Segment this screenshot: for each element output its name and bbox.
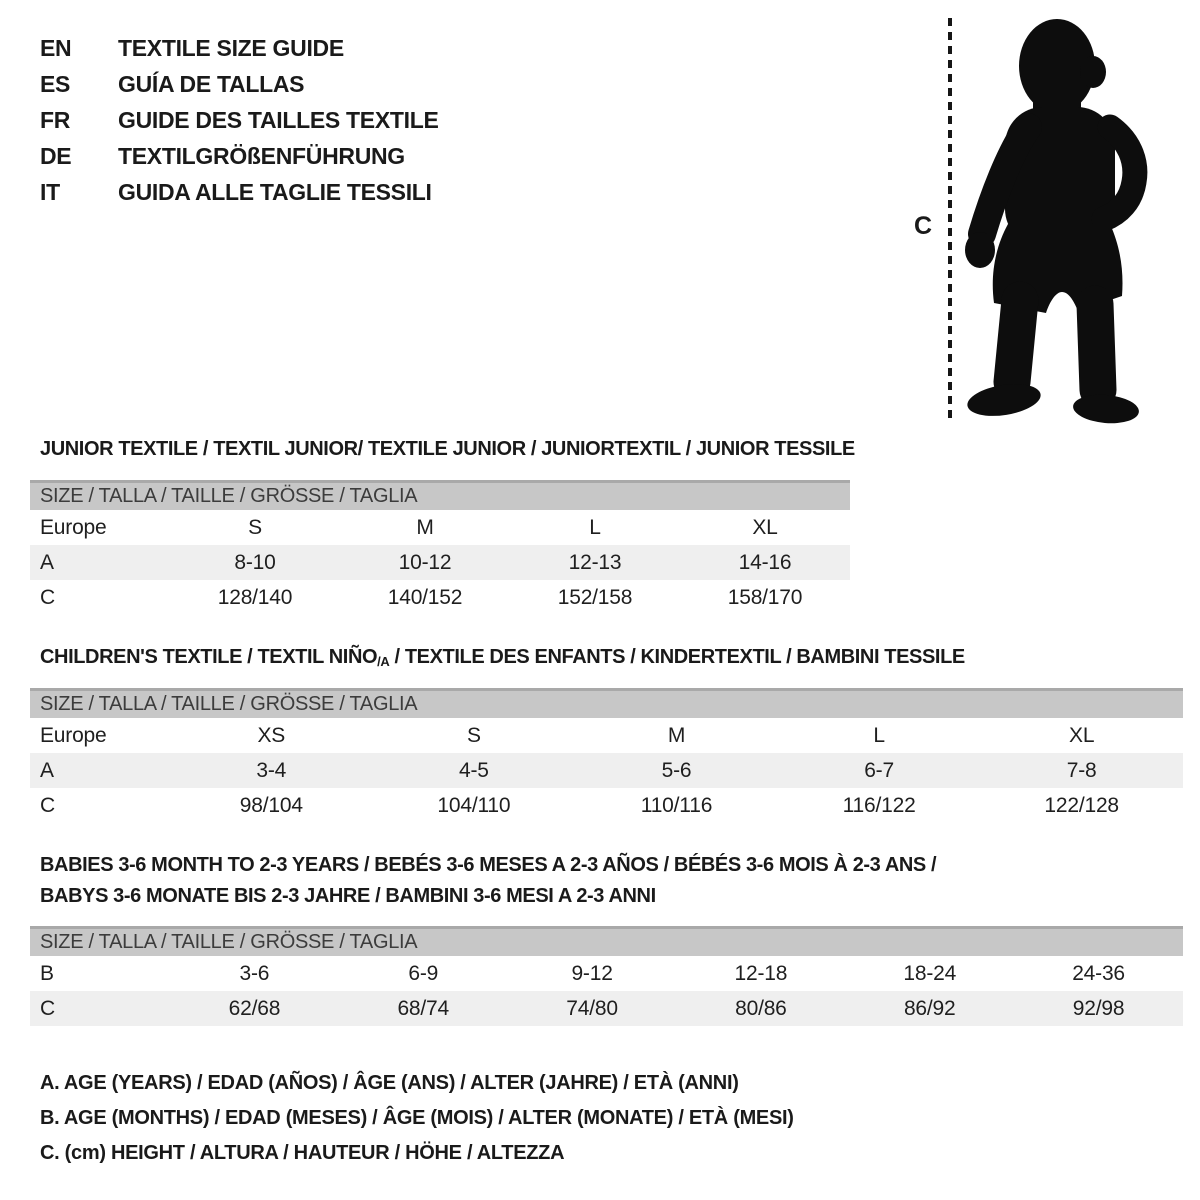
size-bar: SIZE / TALLA / TAILLE / GRÖSSE / TAGLIA: [30, 480, 850, 510]
size-cell: XL: [752, 515, 778, 539]
legend-line: A. AGE (YEARS) / EDAD (AÑOS) / ÂGE (ANS) / ALTER (JAHRE) / ETÀ (ANNI): [40, 1072, 739, 1094]
size-cell: 6-9: [408, 961, 439, 985]
size-cell: S: [466, 723, 481, 747]
size-cell: 74/80: [566, 996, 618, 1020]
size-cell: 98/104: [239, 793, 303, 817]
height-dashed-line: [948, 18, 952, 420]
table-row-a: [30, 753, 1183, 788]
size-cell: 62/68: [228, 996, 281, 1020]
height-measure-label: C: [914, 212, 933, 240]
size-cell: 80/86: [735, 996, 787, 1020]
size-cell: 86/92: [903, 996, 956, 1020]
section-title-text: BABIES 3-6 MONTH TO 2-3 YEARS / BEBÉS 3-6 MESES A 2-3 AÑOS / BÉBÉS 3-6 MOIS À 2-3 ANS / BABYS 3-6 MONATE BIS 2-3 JAHRE / BAMBINI 3-6 MESI A 2-3 ANNI: [40, 854, 937, 907]
size-cell: 8-10: [234, 550, 276, 574]
language-code: ES: [40, 70, 71, 97]
table-row-c: [30, 580, 850, 615]
size-cell: S: [248, 515, 262, 539]
size-cell: 6-7: [864, 758, 894, 782]
table-row-c: [30, 788, 1183, 823]
row-label: C: [40, 585, 55, 609]
size-cell: 12-18: [734, 961, 788, 985]
size-cell: 122/128: [1044, 793, 1119, 817]
toddler-silhouette-icon: [960, 12, 1150, 427]
table-row-europe: [30, 718, 1183, 753]
table-row-c: [30, 991, 1183, 1026]
section-title-children: [40, 645, 1160, 671]
size-cell: 104/110: [437, 793, 511, 817]
section-title-text: / TEXTILE DES ENFANTS / KINDERTEXTIL / BAMBINI TESSILE: [389, 646, 965, 668]
language-row-it: [40, 174, 439, 210]
table-row-europe: [30, 510, 850, 545]
size-cell: 116/122: [842, 793, 916, 817]
size-table-children: [30, 688, 1183, 823]
size-cell: 158/170: [727, 585, 803, 609]
language-row-de: [40, 138, 439, 174]
section-title-babies: [40, 850, 990, 912]
row-label: A: [40, 550, 54, 574]
language-code: DE: [40, 142, 72, 169]
size-cell: 24-36: [1072, 961, 1125, 985]
legend-line: B. AGE (MONTHS) / EDAD (MESES) / ÂGE (MOIS) / ALTER (MONATE) / ETÀ (MESI): [40, 1107, 794, 1129]
language-row-en: [40, 30, 439, 66]
size-cell: M: [416, 515, 434, 539]
language-label: GUIDA ALLE TAGLIE TESSILI: [118, 178, 432, 205]
size-cell: M: [667, 723, 686, 747]
language-label: GUÍA DE TALLAS: [118, 70, 305, 97]
measurement-legend: [40, 1066, 794, 1171]
row-label: A: [40, 758, 54, 782]
size-cell: 10-12: [398, 550, 452, 574]
size-cell: 92/98: [1072, 996, 1125, 1020]
size-cell: 12-13: [568, 550, 622, 574]
size-cell: 140/152: [387, 585, 463, 609]
size-table-junior: [30, 480, 850, 615]
size-cell: 9-12: [571, 961, 613, 985]
language-label: TEXTILGRÖßENFÜHRUNG: [118, 142, 405, 169]
size-cell: 3-6: [239, 961, 270, 985]
size-cell: 7-8: [1066, 758, 1097, 782]
size-cell: XL: [1069, 723, 1095, 747]
legend-line: C. (cm) HEIGHT / ALTURA / HAUTEUR / HÖHE / ALTEZZA: [40, 1142, 565, 1164]
language-row-es: [40, 66, 439, 102]
language-code: EN: [40, 34, 72, 61]
size-cell: 110/116: [640, 793, 713, 817]
size-cell: XS: [257, 723, 286, 747]
row-label: Europe: [40, 723, 107, 747]
size-cell: 5-6: [661, 758, 692, 782]
language-code: FR: [40, 106, 71, 133]
section-title-text: CHILDREN'S TEXTILE / TEXTIL NIÑO: [40, 646, 378, 668]
language-row-fr: [40, 102, 439, 138]
size-cell: 18-24: [903, 961, 957, 985]
size-cell: 152/158: [557, 585, 633, 609]
size-cell: L: [589, 515, 601, 539]
size-table-babies: [30, 926, 1183, 1026]
row-label: B: [40, 961, 54, 985]
language-code: IT: [40, 178, 60, 205]
section-title-text: JUNIOR TEXTILE / TEXTIL JUNIOR/ TEXTILE JUNIOR / JUNIORTEXTIL / JUNIOR TESSILE: [40, 438, 855, 460]
size-cell: 3-4: [256, 758, 287, 782]
language-title-list: [40, 30, 439, 210]
table-row-b: [30, 956, 1183, 991]
row-label: C: [40, 996, 55, 1020]
size-cell: 14-16: [738, 550, 792, 574]
table-row-a: [30, 545, 850, 580]
size-cell: 4-5: [459, 758, 489, 782]
size-cell: L: [873, 723, 885, 747]
language-label: TEXTILE SIZE GUIDE: [118, 34, 344, 61]
size-cell: 128/140: [217, 585, 293, 609]
language-label: GUIDE DES TAILLES TEXTILE: [118, 106, 439, 133]
title-subscript: /A: [377, 654, 390, 669]
section-title-junior: [40, 437, 940, 461]
size-bar: SIZE / TALLA / TAILLE / GRÖSSE / TAGLIA: [30, 926, 1183, 956]
size-cell: 68/74: [397, 996, 450, 1020]
row-label: C: [40, 793, 55, 817]
size-bar: SIZE / TALLA / TAILLE / GRÖSSE / TAGLIA: [30, 688, 1183, 718]
row-label: Europe: [40, 515, 107, 539]
